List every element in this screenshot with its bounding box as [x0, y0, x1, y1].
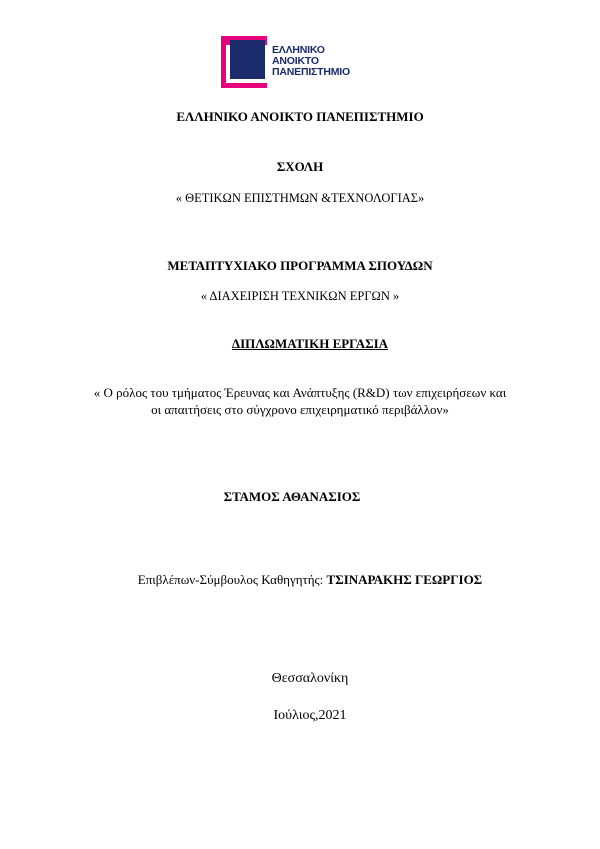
program-name: « ΔΙΑΧΕΙΡΙΣΗ ΤΕΧΝΙΚΩΝ ΕΡΓΩΝ » [200, 289, 400, 303]
date: Ιούλιος,2021 [273, 708, 347, 723]
school-heading: ΣΧΟΛΗ [276, 159, 324, 174]
logo-wordmark [272, 45, 350, 78]
logo-line-3: ΠΑΝΕΠΙΣΤΗΜΙΟ [272, 66, 350, 78]
place: Θεσσαλονίκη [271, 671, 349, 686]
thesis-title-line-2: οι απαιτήσεις στο σύγχρονο επιχειρηματικό περιβάλλον» [151, 402, 449, 417]
supervisor-label: Επιβλέπων-Σύμβουλος Καθηγητής: [137, 572, 324, 587]
program-heading: ΜΕΤΑΠΤΥΧΙΑΚΟ ΠΡΟΓΡΑΜΜΑ ΣΠΟΥΔΩΝ [167, 258, 433, 273]
supervisor-name: ΤΣΙΝΑΡΑΚΗΣ ΓΕΩΡΓΙΟΣ [326, 572, 483, 587]
thesis-title [0, 384, 600, 418]
supervisor-line [10, 572, 600, 588]
thesis-title-line-1: « Ο ρόλος του τμήματος Έρευνας και Ανάπτυξης (R&D) των επιχειρήσεων και [93, 385, 507, 400]
author-name: ΣΤΑΜΟΣ ΑΘΑΝΑΣΙΟΣ [223, 489, 361, 504]
university-name: ΕΛΛΗΝΙΚΟ ΑΝΟΙΚΤΟ ΠΑΝΕΠΙΣΤΗΜΙΟ [176, 109, 424, 124]
logo-line-1: ΕΛΛΗΝΙΚΟ [272, 44, 325, 56]
thesis-heading: ΔΙΠΛΩΜΑΤΙΚΗ ΕΡΓΑΣΙΑ [231, 336, 389, 351]
school-name: « ΘΕΤΙΚΩΝ ΕΠΙΣΤΗΜΩΝ &ΤΕΧΝΟΛΟΓΙΑΣ» [175, 191, 425, 205]
university-logo-mark-icon [221, 36, 269, 88]
logo-line-2: ΑΝΟΙΚΤΟ [272, 55, 319, 67]
university-logo [221, 36, 371, 88]
